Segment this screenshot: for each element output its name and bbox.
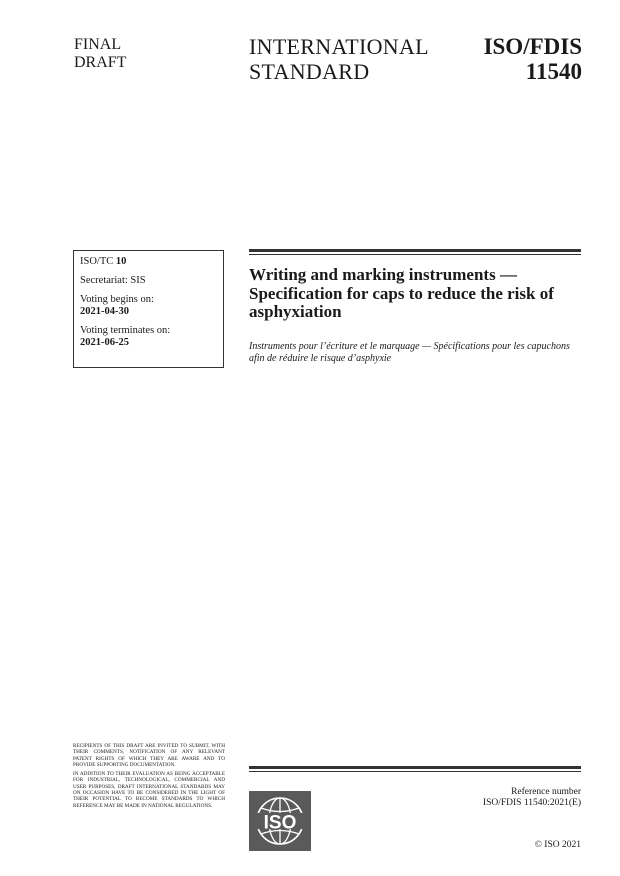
committee-info-box — [73, 250, 224, 368]
reference-number: ISO/FDIS 11540:2021(E) — [482, 798, 581, 808]
voting-terminates-label: Voting terminates on: — [80, 325, 171, 336]
iso-logo-graphic — [249, 791, 311, 851]
voting-begins — [80, 294, 217, 318]
draft-disclaimer — [73, 743, 225, 812]
tc-number: 10 — [115, 256, 127, 267]
tc-label: ISO/TC — [80, 256, 114, 267]
secretariat: Secretariat: SIS — [80, 275, 146, 286]
technical-committee — [80, 256, 217, 268]
standard-number — [484, 34, 582, 84]
status-line-1: FINAL — [74, 36, 122, 53]
title-rule-thin — [249, 254, 581, 255]
document-title: Writing and marking instruments — Specification for caps to reduce the risk of asphyxiation — [249, 265, 554, 321]
title-rule-thick — [249, 249, 581, 252]
copyright: © ISO 2021 — [534, 840, 581, 850]
document-title-french: Instruments pour l’écriture et le marquage — Spécifications pour les capuchons afin de réduire le risque d’asphyxie — [249, 341, 570, 364]
voting-terminates-date: 2021-06-25 — [80, 337, 129, 348]
document-status — [74, 36, 126, 72]
footer-rule-thin — [249, 771, 581, 772]
doc-type-line-1: INTERNATIONAL — [249, 34, 429, 59]
logo-text: ISO — [263, 812, 297, 834]
standard-number-line-1: ISO/FDIS — [483, 34, 582, 59]
footer-rule-thick — [249, 766, 581, 769]
document-type — [249, 34, 429, 84]
voting-begins-date: 2021-04-30 — [80, 306, 129, 317]
iso-globe-logo-icon — [249, 791, 311, 851]
status-line-2: DRAFT — [74, 54, 127, 71]
disclaimer-paragraph-1: RECIPIENTS OF THIS DRAFT ARE INVITED TO SUBMIT, WITH THEIR COMMENTS, NOTIFICATION OF ANY RELEVANT PATENT RIGHTS OF WHICH THEY ARE AWARE AND TO PROVIDE SUPPORTING DOCUMENTATION. — [73, 743, 225, 768]
standard-number-line-2: 11540 — [525, 59, 582, 84]
reference-number-label: Reference number — [511, 787, 581, 797]
disclaimer-paragraph-2: IN ADDITION TO THEIR EVALUATION AS BEING ACCEPTABLE FOR INDUSTRIAL, TECHNOLOGICAL, COMMERCIAL AND USER PURPOSES, DRAFT INTERNATIONAL STANDARDS MAY ON OCCASION HAVE TO BE CONSIDERED IN THE LIGHT OF THEIR POTENTIAL TO BECOME STANDARDS TO WHICH REFERENCE MAY BE MADE IN NATIONAL REGULATIONS. — [73, 771, 225, 809]
voting-terminates — [80, 325, 217, 349]
voting-begins-label: Voting begins on: — [80, 294, 154, 305]
doc-type-line-2: STANDARD — [249, 59, 370, 84]
